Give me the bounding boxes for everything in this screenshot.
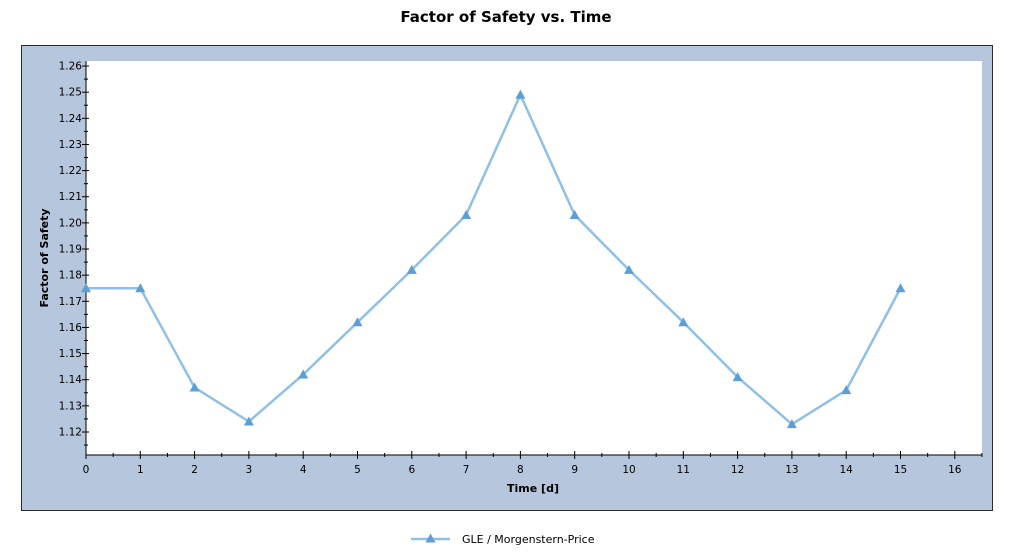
plot-area: [86, 61, 982, 455]
y-tick-label: 1.13: [58, 400, 82, 413]
x-tick-label: 9: [571, 464, 579, 476]
y-tick-label: 1.15: [58, 348, 82, 361]
y-tick-label: 1.22: [58, 165, 82, 178]
chart-title: Factor of Safety vs. Time: [400, 8, 612, 26]
y-tick-label: 1.26: [58, 60, 82, 73]
x-tick-label: 15: [893, 464, 908, 476]
x-axis-title: Time [d]: [507, 482, 559, 495]
y-tick-label: 1.24: [58, 112, 82, 125]
x-tick-label: 2: [191, 464, 198, 476]
y-tick-label: 1.12: [58, 426, 82, 439]
y-axis-title: Factor of Safety: [38, 208, 51, 308]
y-tick-label: 1.25: [58, 86, 82, 99]
x-tick-label: 12: [730, 464, 745, 476]
x-tick-label: 1: [136, 464, 144, 476]
y-tick-label: 1.18: [58, 269, 82, 282]
x-tick-label: 3: [245, 464, 253, 476]
x-tick-label: 4: [299, 464, 307, 476]
x-tick-label: 10: [622, 464, 636, 476]
x-tick-label: 0: [82, 464, 90, 476]
y-tick-label: 1.14: [58, 374, 82, 387]
legend: [411, 533, 595, 546]
x-tick-label: 5: [354, 464, 361, 476]
x-tick-label: 7: [462, 464, 470, 476]
x-tick-label: 13: [785, 464, 799, 476]
y-tick-label: 1.19: [58, 243, 82, 256]
x-tick-label: 11: [676, 464, 690, 476]
y-tick-label: 1.17: [58, 295, 82, 308]
y-tick-label: 1.20: [58, 217, 82, 230]
y-tick-label: 1.23: [58, 138, 82, 151]
x-tick-label: 8: [517, 464, 524, 476]
y-tick-label: 1.16: [58, 321, 82, 334]
x-tick-label: 16: [948, 464, 962, 476]
legend-label: GLE / Morgenstern-Price: [462, 533, 595, 546]
y-tick-label: 1.21: [58, 191, 82, 204]
x-tick-label: 6: [408, 464, 416, 476]
x-tick-label: 14: [839, 464, 853, 476]
